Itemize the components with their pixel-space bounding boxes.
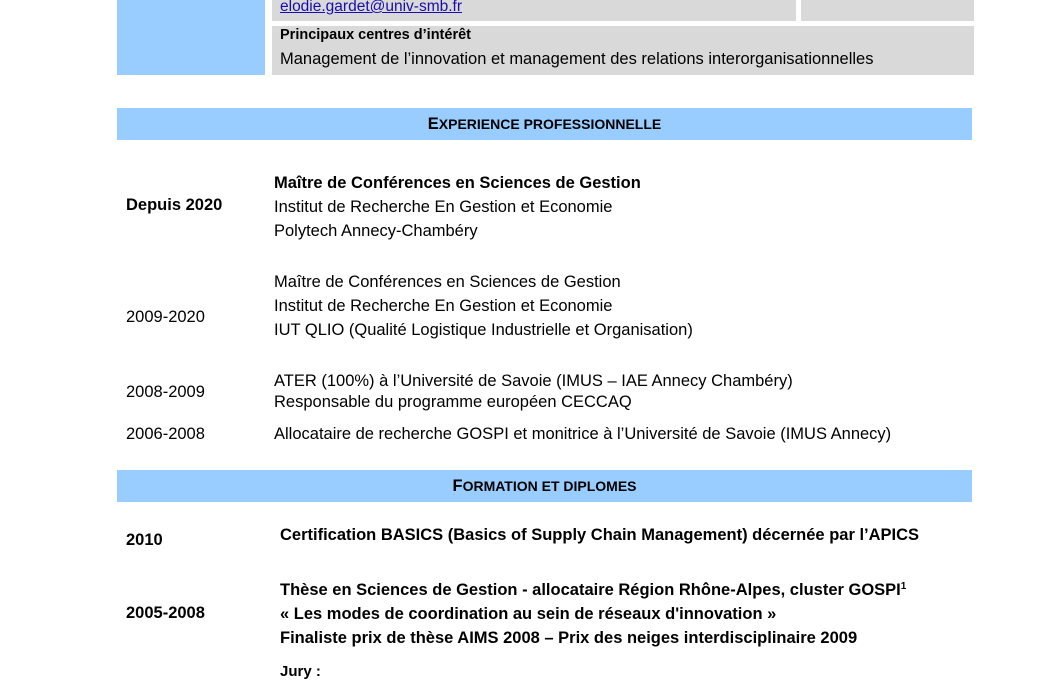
experience-title: Maître de Conférences en Sciences de Gestion <box>274 174 641 192</box>
experience-line: Institut de Recherche En Gestion et Economie <box>274 198 613 216</box>
formation-date: 2010 <box>126 531 163 549</box>
photo-cell <box>117 0 265 75</box>
experience-line: Polytech Annecy-Chambéry <box>274 222 478 240</box>
formation-heading-rest: ORMATION ET DIPLOMES <box>462 478 637 494</box>
formation-line: Certification BASICS (Basics of Supply Chain Management) décernée par l’APICS <box>280 526 920 544</box>
interests-text: Management de l’innovation et management des relations interorganisationnelles <box>280 50 874 68</box>
empty-cell <box>801 0 974 21</box>
interests-label: Principaux centres d’intérêt <box>280 27 471 43</box>
footnote-mark: 1 <box>900 581 907 592</box>
email-link[interactable]: elodie.gardet@univ-smb.fr <box>280 0 463 15</box>
formation-heading <box>117 470 972 502</box>
experience-date: 2008-2009 <box>126 383 205 401</box>
experience-heading <box>117 108 972 140</box>
formation-line: Finaliste prix de thèse AIMS 2008 – Prix des neiges interdisciplinaire 2009 <box>280 629 858 647</box>
formation-line <box>280 581 906 600</box>
experience-line: Institut de Recherche En Gestion et Economie <box>274 297 613 315</box>
formation-line-text: Thèse en Sciences de Gestion - allocataire Région Rhône-Alpes, cluster GOSPI <box>280 581 901 599</box>
experience-heading-rest: XPERIENCE PROFESSIONNELLE <box>438 116 662 132</box>
experience-line: Responsable du programme européen CECCAQ <box>274 393 632 411</box>
experience-date: 2006-2008 <box>126 425 205 443</box>
formation-heading-initial: F <box>452 477 463 495</box>
formation-line: « Les modes de coordination au sein de réseaux d'innovation » <box>280 605 777 623</box>
experience-heading-initial: E <box>427 115 439 133</box>
jury-label: Jury : <box>280 663 321 680</box>
experience-line: IUT QLIO (Qualité Logistique Industrielle et Organisation) <box>274 321 693 339</box>
formation-date: 2005-2008 <box>126 604 205 622</box>
experience-date: Depuis 2020 <box>126 196 223 214</box>
experience-line: Maître de Conférences en Sciences de Gestion <box>274 273 621 291</box>
experience-date: 2009-2020 <box>126 308 205 326</box>
experience-line: Allocataire de recherche GOSPI et monitrice à l’Université de Savoie (IMUS Annecy) <box>274 425 892 443</box>
experience-line: ATER (100%) à l’Université de Savoie (IMUS – IAE Annecy Chambéry) <box>274 372 793 390</box>
